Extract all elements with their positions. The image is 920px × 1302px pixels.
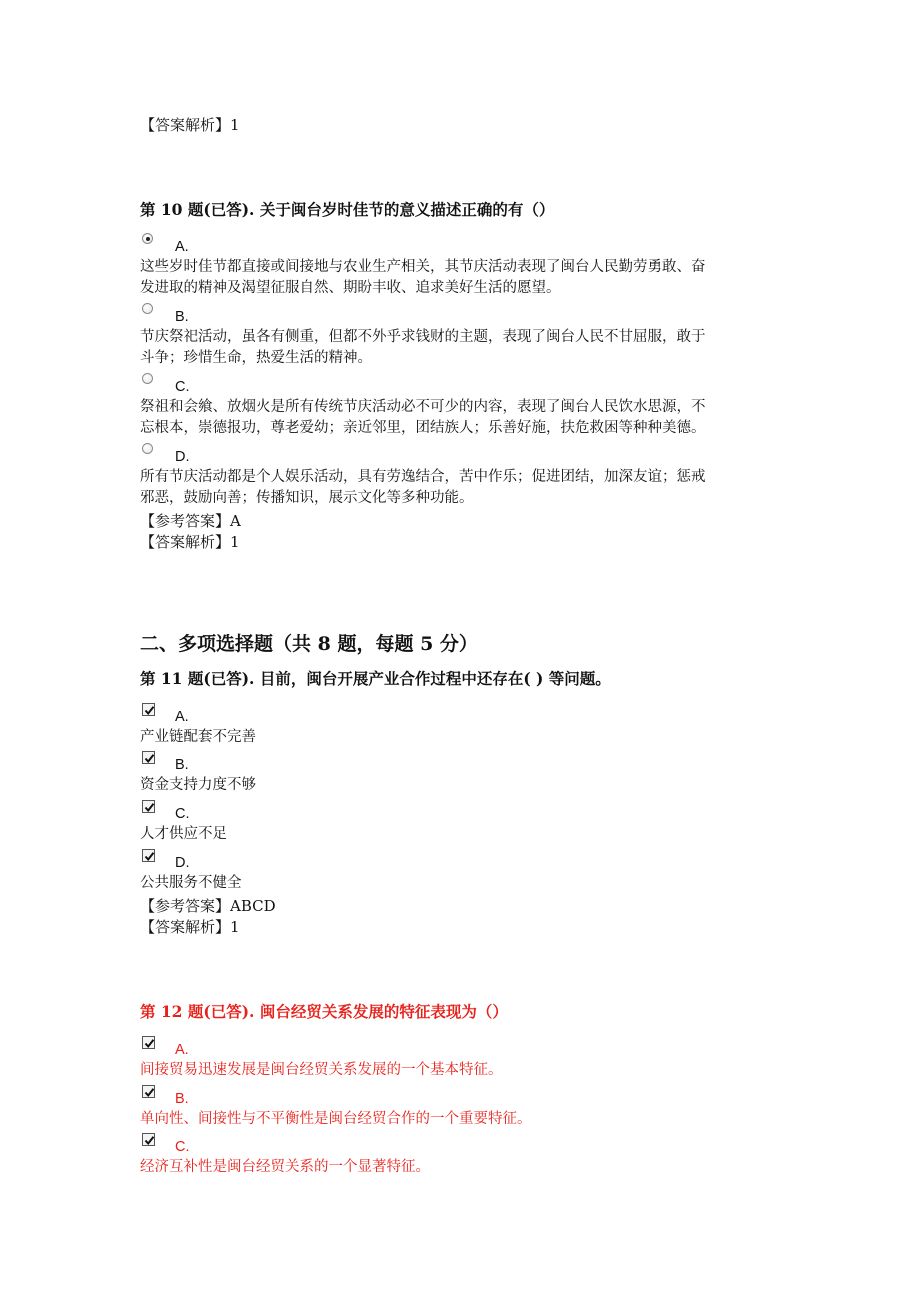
option-letter: B. (175, 757, 189, 773)
option-letter: C. (175, 379, 190, 395)
option-text: 所有节庆活动都是个人娱乐活动，具有劳逸结合，苦中作乐；促进团结，加深友谊；惩戒 邪恶，鼓励向善；传播知识，展示文化等多种功能。 (140, 469, 706, 506)
radio-option-c[interactable] (142, 373, 153, 384)
checkbox-option-a[interactable] (142, 1036, 155, 1049)
option-text: 单向性、间接性与不平衡性是闽台经贸合作的一个重要特征。 (140, 1111, 532, 1127)
option-letter: A. (175, 709, 189, 725)
option-letter: B. (175, 1091, 189, 1107)
option-letter: C. (175, 1139, 190, 1155)
option-text: 祭祖和会飨、放烟火是所有传统节庆活动必不可少的内容，表现了闽台人民饮水思源，不 忘根本，崇德报功，尊老爱幼；亲近邻里，团结族人；乐善好施，扶危救困等种种美德。 (140, 399, 706, 436)
radio-option-a[interactable] (142, 233, 153, 244)
radio-option-d[interactable] (142, 443, 153, 454)
option-letter: D. (175, 855, 190, 871)
checkbox-option-c[interactable] (142, 1133, 155, 1146)
answer-analysis: 【答案解析】1 (140, 918, 240, 936)
checkbox-option-c[interactable] (142, 800, 155, 813)
option-text: 经济互补性是闽台经贸关系的一个显著特征。 (140, 1159, 430, 1175)
option-text: 这些岁时佳节都直接或间接地与农业生产相关，其节庆活动表现了闽台人民勤劳勇敢、奋 发进取的精神及渴望征服自然、期盼丰收、追求美好生活的愿望。 (140, 259, 706, 296)
option-letter: A. (175, 1042, 189, 1058)
checkbox-option-b[interactable] (142, 1085, 155, 1098)
radio-option-b[interactable] (142, 303, 153, 314)
option-letter: C. (175, 806, 190, 822)
checkbox-option-d[interactable] (142, 849, 155, 862)
checkbox-option-b[interactable] (142, 751, 155, 764)
option-text: 人才供应不足 (140, 826, 227, 842)
option-text: 间接贸易迅速发展是闽台经贸关系发展的一个基本特征。 (140, 1062, 503, 1078)
option-text: 产业链配套不完善 (140, 729, 256, 745)
option-letter: D. (175, 449, 190, 465)
section-title: 二、多项选择题（共 8 题，每题 5 分） (140, 633, 478, 655)
option-letter: B. (175, 309, 189, 325)
reference-answer: 【参考答案】A (140, 512, 241, 530)
answer-analysis: 【答案解析】1 (140, 533, 240, 551)
option-text: 节庆祭祀活动，虽各有侧重，但都不外乎求钱财的主题，表现了闽台人民不甘屈服，敢于 斗争；珍惜生命，热爱生活的精神。 (140, 329, 706, 366)
reference-answer: 【参考答案】ABCD (140, 897, 276, 915)
question-title: 第 11 题(已答). 目前，闽台开展产业合作过程中还存在( ) 等问题。 (140, 669, 611, 688)
answer-analysis: 【答案解析】1 (140, 116, 240, 134)
option-letter: A. (175, 239, 189, 255)
checkbox-option-a[interactable] (142, 703, 155, 716)
option-text: 资金支持力度不够 (140, 777, 256, 793)
question-title: 第 10 题(已答). 关于闽台岁时佳节的意义描述正确的有（） (140, 200, 555, 219)
question-title: 第 12 题(已答). 闽台经贸关系发展的特征表现为（） (140, 1002, 508, 1021)
option-text: 公共服务不健全 (140, 875, 242, 891)
